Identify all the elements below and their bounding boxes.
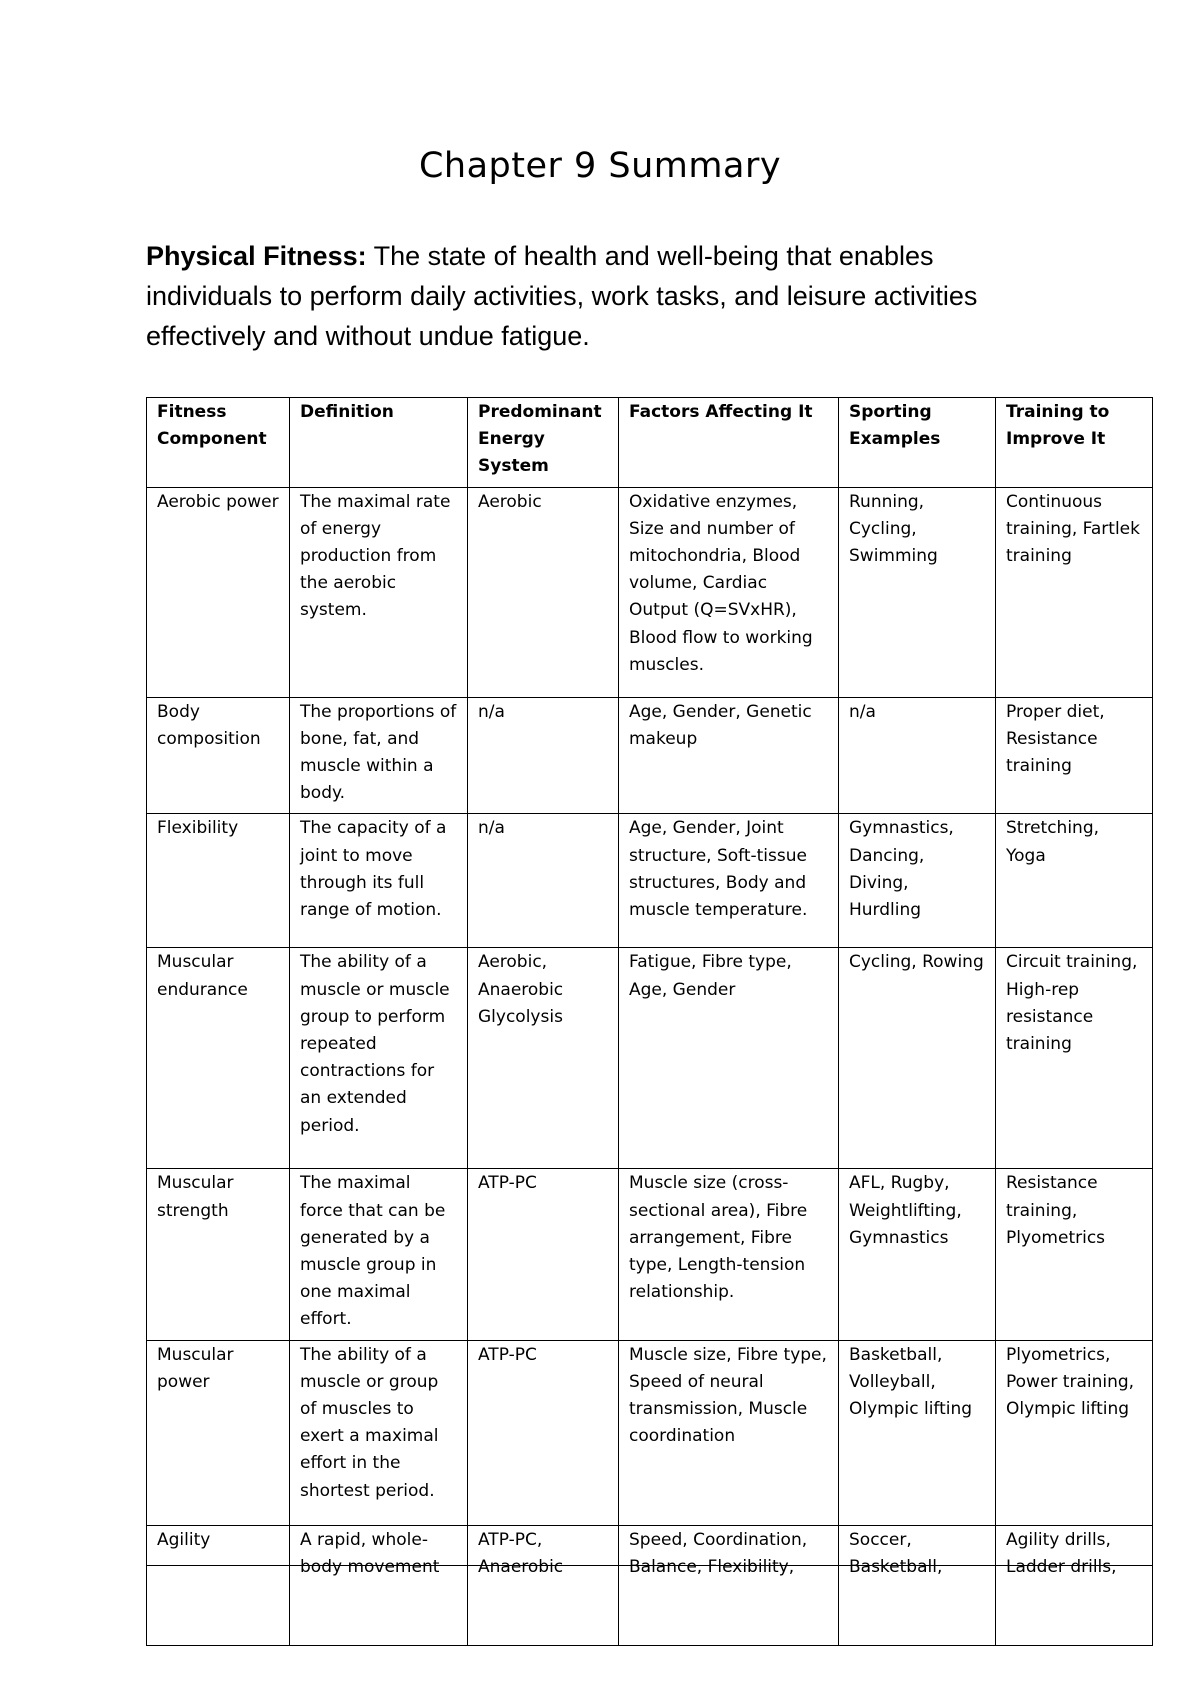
cell-component: Muscular strength — [147, 1169, 290, 1340]
cell-component: Agility — [147, 1525, 290, 1645]
cell-factors: Age, Gender, Genetic makeup — [619, 697, 839, 814]
cell-sporting-examples: Running, Cycling, Swimming — [839, 487, 996, 697]
cell-sporting-examples: Basketball, Volleyball, Olympic lifting — [839, 1340, 996, 1525]
cell-factors: Age, Gender, Joint structure, Soft-tissue structures, Body and muscle temperature. — [619, 814, 839, 948]
table-row — [147, 948, 1153, 1169]
cell-sporting-examples: n/a — [839, 697, 996, 814]
cell-energy-system: ATP-PC, Anaerobic — [468, 1525, 619, 1645]
table-row — [147, 1169, 1153, 1340]
cell-energy-system: n/a — [468, 814, 619, 948]
cell-factors: Speed, Coordination, Balance, Flexibility, — [619, 1525, 839, 1645]
cell-definition: A rapid, whole-body movement — [290, 1525, 468, 1645]
header-fitness-component: Fitness Component — [147, 398, 290, 488]
cell-factors: Muscle size (cross-sectional area), Fibre arrangement, Fibre type, Length-tension relationship. — [619, 1169, 839, 1340]
table-header-row — [147, 398, 1153, 488]
cell-component: Body composition — [147, 697, 290, 814]
cell-definition: The proportions of bone, fat, and muscle within a body. — [290, 697, 468, 814]
fitness-table-container — [146, 397, 1152, 1577]
intro-definition: The state of health and well-being that enables individuals to perform daily activities, work tasks, and leisure activities effectively and without undue fatigue. — [146, 241, 978, 351]
cell-component: Flexibility — [147, 814, 290, 948]
cell-training: Stretching, Yoga — [996, 814, 1153, 948]
table-row — [147, 697, 1153, 814]
cell-energy-system: n/a — [468, 697, 619, 814]
cell-energy-system: ATP-PC — [468, 1340, 619, 1525]
cell-training: Proper diet, Resistance training — [996, 697, 1153, 814]
header-factors: Factors Affecting It — [619, 398, 839, 488]
cell-factors: Fatigue, Fibre type, Age, Gender — [619, 948, 839, 1169]
cell-training: Agility drills, Ladder drills, — [996, 1525, 1153, 1645]
cell-definition: The capacity of a joint to move through its full range of motion. — [290, 814, 468, 948]
cell-definition: The maximal force that can be generated by a muscle group in one maximal effort. — [290, 1169, 468, 1340]
cell-component: Aerobic power — [147, 487, 290, 697]
cell-training: Resistance training, Plyometrics — [996, 1169, 1153, 1340]
cell-component: Muscular endurance — [147, 948, 290, 1169]
cell-definition: The maximal rate of energy production from the aerobic system. — [290, 487, 468, 697]
cell-sporting-examples: AFL, Rugby, Weightlifting, Gymnastics — [839, 1169, 996, 1340]
cell-sporting-examples: Gymnastics, Dancing, Diving, Hurdling — [839, 814, 996, 948]
cell-sporting-examples: Soccer, Basketball, — [839, 1525, 996, 1645]
table-row — [147, 814, 1153, 948]
cell-component: Muscular power — [147, 1340, 290, 1525]
cell-training: Plyometrics, Power training, Olympic lifting — [996, 1340, 1153, 1525]
cell-training: Continuous training, Fartlek training — [996, 487, 1153, 697]
cell-energy-system: Aerobic, Anaerobic Glycolysis — [468, 948, 619, 1169]
table-row — [147, 1340, 1153, 1525]
cell-sporting-examples: Cycling, Rowing — [839, 948, 996, 1169]
page-title: Chapter 9 Summary — [418, 146, 782, 186]
cell-energy-system: ATP-PC — [468, 1169, 619, 1340]
table-row — [147, 487, 1153, 697]
cell-energy-system: Aerobic — [468, 487, 619, 697]
header-training: Training to Improve It — [996, 398, 1153, 488]
cell-definition: The ability of a muscle or muscle group to perform repeated contractions for an extended period. — [290, 948, 468, 1169]
header-energy-system: Predominant Energy System — [468, 398, 619, 488]
fitness-components-table — [146, 397, 1153, 1646]
header-definition: Definition — [290, 398, 468, 488]
intro-paragraph — [146, 236, 1046, 356]
cell-training: Circuit training, High-rep resistance training — [996, 948, 1153, 1169]
cell-definition: The ability of a muscle or group of muscles to exert a maximal effort in the shortest period. — [290, 1340, 468, 1525]
cell-factors: Oxidative enzymes, Size and number of mitochondria, Blood volume, Cardiac Output (Q=SVxHR), Blood flow to working muscles. — [619, 487, 839, 697]
intro-term: Physical Fitness: — [146, 241, 367, 271]
header-sporting-examples: Sporting Examples — [839, 398, 996, 488]
table-row — [147, 1525, 1153, 1645]
cell-factors: Muscle size, Fibre type, Speed of neural transmission, Muscle coordination — [619, 1340, 839, 1525]
